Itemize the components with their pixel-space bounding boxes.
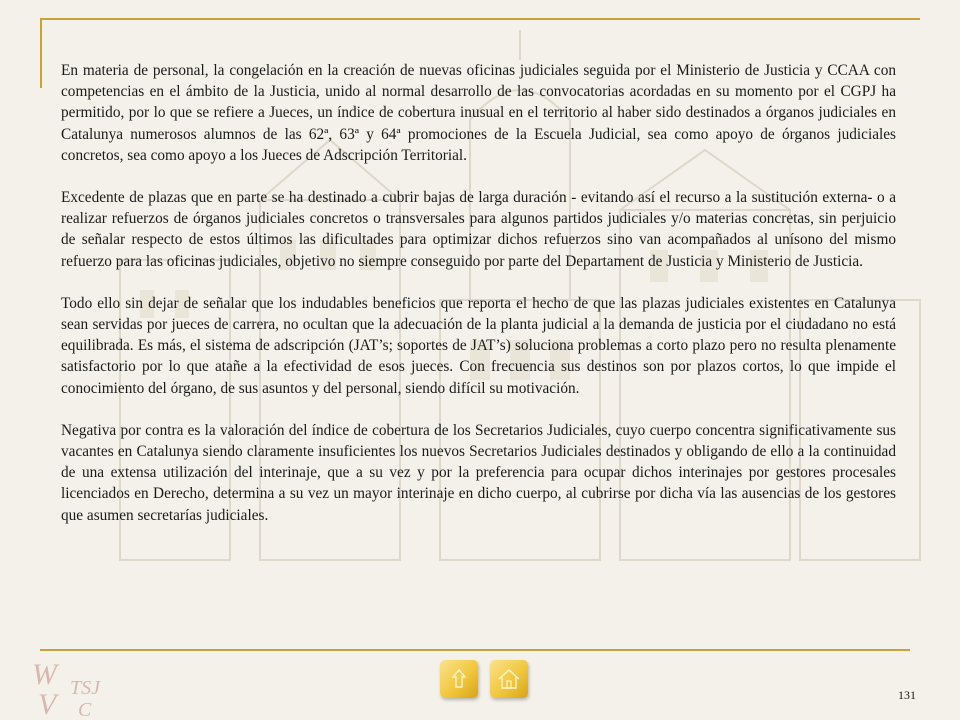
svg-text:TSJ: TSJ [70, 677, 100, 699]
left-border-line [40, 18, 42, 88]
svg-text:C: C [78, 699, 92, 718]
home-icon [490, 660, 528, 698]
paragraph-personal: En materia de personal, la congelación en la creación de nuevas oficinas judiciales seguida por el Ministerio de Justicia y CCAA con competencias en el ámbito de la Justicia, unido al normal desarrollo de las convocatorias acordadas en su momento por el CGPJ ha permitido, por lo que se refiere a Jueces, un índice de cobertura inusual en el territorio al haber sido destinados a órganos judiciales en Catalunya numerosos alumnos de las 62ª, 63ª y 64ª promociones de la Escuela Judicial, sea como apoyo de órganos judiciales concretos, sea como apoyo a los Jueces de Adscripción Territorial. [61, 62, 896, 164]
top-border-line [40, 18, 920, 20]
home-button[interactable] [490, 660, 528, 698]
up-button[interactable] [440, 660, 478, 698]
page-number: 131 [898, 688, 916, 702]
paragraph-beneficios: Todo ello sin dejar de señalar que los indudables beneficios que reporta el hecho de que las plazas judiciales existentes en Catalunya sean servidas por jueces de carrera, no ocultan que la adecuación de la planta judicial a la demanda de justicia por el ciudadano no está equilibrada. Es más, el sistema de adscripción (JAT’s; soportes de JAT’s) soluciona problemas a corto plazo pero no resulta plenamente satisfactorio por lo que atañe a la efectividad de esos jueces. Con frecuencia sus destinos son por plazos cortos, lo que impide el conocimiento del órgano, de sus asuntos y del personal, siendo difícil su motivación. [61, 294, 896, 397]
arrow-up-icon [440, 660, 478, 698]
tsjc-logo [30, 648, 120, 718]
svg-text:V: V [38, 688, 57, 718]
svg-text:W: W [32, 658, 57, 691]
document-body [61, 60, 896, 526]
bottom-border-line [40, 649, 910, 651]
paragraph-secretarios: Negativa por contra es la valoración del índice de cobertura de los Secretarios Judiciales, cuyo cuerpo concentra significativamente sus vacantes en Catalunya siendo claramente insuficientes los nuevos Secretarios Judiciales destinados y obligando de ello a la continuidad de una extensa utilización del interinaje, que a su vez y por la preferencia para ocupar dichos interinajes por gestores procesales licenciados en Derecho, determina a su vez un mayor interinaje en dicho cuerpo, al cubrirse por dicha vía las ausencias de los gestores que asumen secretarías judiciales. [61, 421, 896, 524]
paragraph-excedente: Excedente de plazas que en parte se ha destinado a cubrir bajas de larga duración - evitando así el recurso a la sustitución externa- o a realizar refuerzos de órganos judiciales concretos o transversales para algunos partidos judiciales y/o materias concretas, sin perjuicio de señalar respecto de estos últimos las dificultades para optimizar dichos refuerzos sino van acompañados al unísono del mismo refuerzo para las oficinas judiciales, objetivo no siempre conseguido por parte del Departament de Justicia y Ministerio de Justicia. [61, 189, 896, 270]
